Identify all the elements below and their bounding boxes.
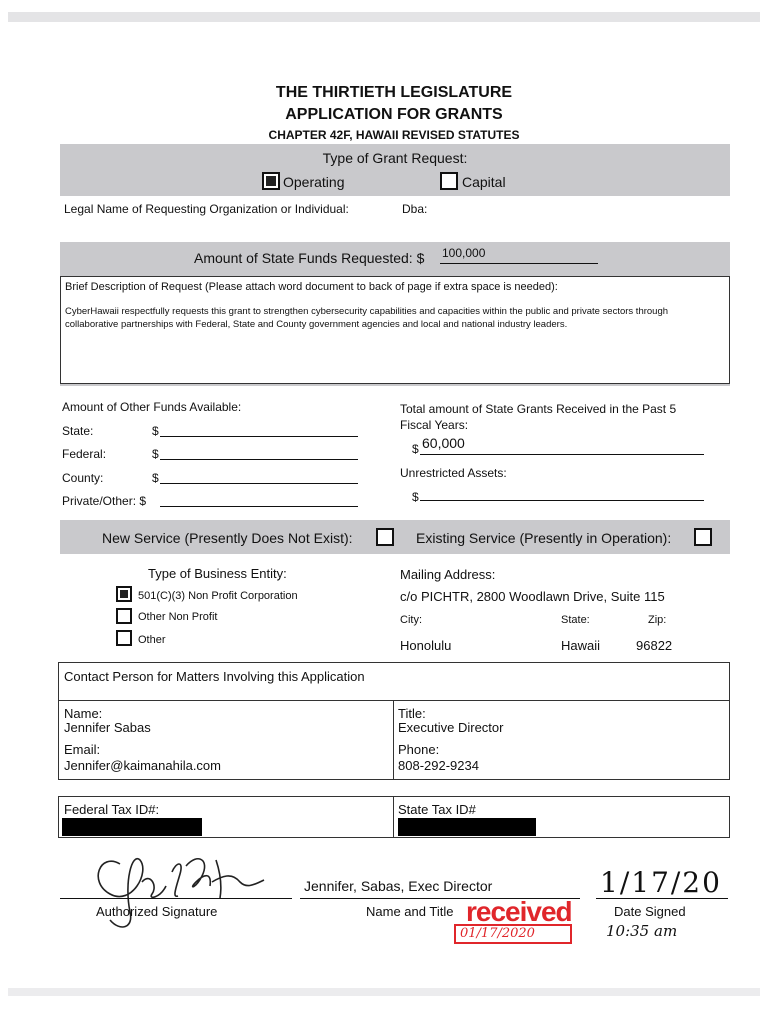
date-signed-value: 1/17/20 (600, 866, 722, 899)
capital-label: Capital (462, 174, 506, 190)
unrestricted-dollar: $ (412, 490, 419, 504)
federal-funds-line (160, 459, 358, 460)
federal-tax-id-redaction (62, 818, 202, 836)
private-funds-line (160, 506, 358, 507)
legal-name-label: Legal Name of Requesting Organization or Individual: (64, 202, 349, 216)
nonprofit-501c3-label: 501(C)(3) Non Profit Corporation (138, 590, 298, 602)
capital-checkbox[interactable] (440, 172, 458, 190)
state-value: Hawaii (561, 638, 601, 653)
dba-label: Dba: (402, 202, 428, 216)
contact-title-label: Title: (398, 706, 426, 721)
county-dollar: $ (152, 471, 159, 485)
state-grants-dollar: $ (412, 442, 419, 456)
description-label: Brief Description of Request (Please attach word document to back of page if extra space is needed): (65, 281, 558, 293)
grant-type-label: Type of Grant Request: (322, 150, 468, 166)
signature-label: Authorized Signature (96, 904, 218, 919)
contact-name-value: Jennifer Sabas (64, 720, 151, 735)
mailing-address-value: c/o PICHTR, 2800 Woodlawn Drive, Suite 115 (400, 589, 665, 604)
new-service-label: New Service (Presently Does Not Exist): (102, 530, 353, 546)
county-funds-label: County: (62, 471, 104, 485)
zip-label: Zip: (648, 614, 667, 626)
contact-divider-h (58, 700, 730, 701)
contact-phone-value: 808-292-9234 (398, 758, 479, 773)
other-nonprofit-label: Other Non Profit (138, 611, 218, 623)
amount-requested-line (440, 263, 598, 264)
zip-value: 96822 (636, 638, 673, 653)
state-grants-line (420, 454, 704, 455)
county-funds-line (160, 483, 358, 484)
received-stamp-date: 01/17/2020 (454, 924, 572, 944)
operating-label: Operating (283, 174, 345, 190)
state-funds-line (160, 436, 358, 437)
contact-title-value: Executive Director (398, 720, 504, 735)
state-funds-label: State: (62, 424, 94, 438)
unrestricted-assets-label: Unrestricted Assets: (400, 466, 507, 480)
received-stamp (452, 896, 582, 948)
mailing-address-label: Mailing Address: (400, 567, 496, 582)
city-label: City: (400, 614, 422, 626)
contact-email-label: Email: (64, 742, 101, 757)
received-stamp-word: received (466, 896, 572, 927)
description-text: CyberHawaii respectfully requests this grant to strengthen cybersecurity capabilities and capacities within the public and private sectors through collaborative partnerships with Federal, State and County government agencies and local and national industry leaders. (65, 306, 669, 330)
state-tax-id-redaction (398, 818, 536, 836)
name-title-label: Name and Title (366, 904, 454, 919)
amount-requested-label: Amount of State Funds Requested: $ (194, 250, 425, 266)
state-grants-label-2: Fiscal Years: (400, 418, 469, 432)
application-title: APPLICATION FOR GRANTS (285, 106, 503, 123)
operating-checkbox[interactable] (262, 172, 280, 190)
contact-email-value: Jennifer@kaimanahila.com (64, 758, 221, 773)
contact-heading: Contact Person for Matters Involving this Application (64, 669, 365, 684)
signature-line (60, 898, 292, 899)
date-signed-label: Date Signed (614, 904, 686, 919)
other-entity-checkbox[interactable] (116, 630, 132, 646)
unrestricted-assets-line (420, 500, 704, 501)
state-grants-label-1: Total amount of State Grants Received in the Past 5 (400, 402, 677, 416)
legislature-title: THE THIRTIETH LEGISLATURE (275, 84, 513, 101)
state-tax-id-label: State Tax ID# (398, 802, 476, 817)
federal-tax-id-label: Federal Tax ID#: (64, 802, 160, 817)
scan-edge-bottom (8, 988, 760, 996)
other-funds-label: Amount of Other Funds Available: (62, 400, 242, 414)
time-signed-value: 10:35 am (606, 922, 678, 940)
new-service-checkbox[interactable] (376, 528, 394, 546)
business-entity-label: Type of Business Entity: (148, 566, 287, 581)
city-value: Honolulu (400, 638, 452, 653)
date-signed-line (596, 898, 728, 899)
state-dollar: $ (152, 424, 159, 438)
state-label: State: (561, 614, 590, 626)
tax-divider-v (393, 796, 394, 838)
federal-funds-label: Federal: (62, 447, 107, 461)
contact-name-label: Name: (64, 706, 103, 721)
existing-service-checkbox[interactable] (694, 528, 712, 546)
other-nonprofit-checkbox[interactable] (116, 608, 132, 624)
contact-divider-v (393, 700, 394, 780)
scan-edge-top (8, 12, 760, 22)
existing-service-label: Existing Service (Presently in Operation): (416, 530, 672, 546)
name-title-value: Jennifer, Sabas, Exec Director (304, 878, 493, 894)
private-funds-label: Private/Other: $ (62, 494, 147, 508)
chapter-subtitle: CHAPTER 42F, HAWAII REVISED STATUTES (268, 128, 520, 142)
other-entity-label: Other (138, 634, 166, 646)
amount-requested-value: 100,000 (442, 246, 486, 260)
contact-phone-label: Phone: (398, 742, 440, 757)
federal-dollar: $ (152, 447, 159, 461)
nonprofit-501c3-checkbox[interactable] (116, 586, 132, 602)
state-grants-value: 60,000 (422, 435, 465, 451)
